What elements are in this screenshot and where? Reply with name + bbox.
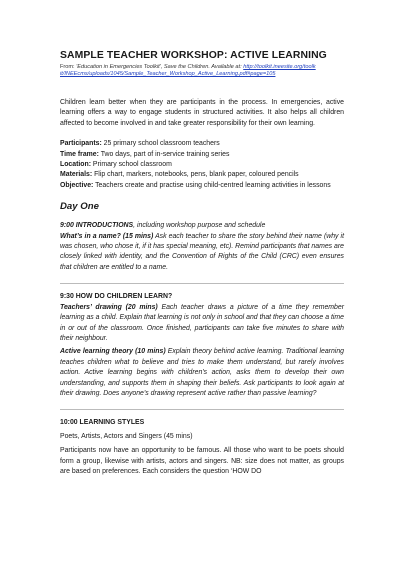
activity-text: Each teacher draws a picture of a time they remember learning as a child. Explain that learning is not only in school and that they can choose a time in or out of the classroom. Once finished, participants can take five minutes to share with their neighbour. (60, 303, 344, 342)
session-heading (60, 221, 344, 231)
fact-objective (60, 181, 344, 191)
section-divider (60, 283, 344, 284)
source-link-part2[interactable]: it/INEEcms/uploads/1045/Sample_Teacher_Workshop_Active_Learning.pdf#page=105 (60, 71, 276, 77)
activity-text: Ask each teacher to share the story behind their name (why it was chosen, who chose it, if it has special meaning, etc). Remind participants that names are closely linked with identity, and the Convention of Rights of the Child (CRC) even ensures that children are entitled to a name. (60, 232, 344, 271)
workshop-facts (60, 139, 344, 191)
fact-label: Location: (60, 161, 92, 169)
fact-value: Flip chart, markers, notebooks, pens, blank paper, coloured pencils (92, 171, 299, 179)
day-heading: Day One (60, 201, 99, 213)
session-subtitle: , including workshop purpose and schedule (133, 222, 266, 230)
intro-paragraph: Children learn better when they are participants in the process. In emergencies, active learning offers a way to engage students in structured activities. It also helps all children affected to become involved in and take greater responsibility for their own learning. (60, 99, 344, 127)
activity-paragraph (60, 232, 344, 274)
session-time-title: 10:00 LEARNING STYLES (60, 419, 145, 427)
session-how-children-learn (60, 292, 344, 399)
session-heading (60, 292, 344, 302)
fact-value: Two days, part of in-service training series (98, 150, 230, 158)
from-label: From: (60, 64, 77, 70)
activity-title: Active learning theory (10 mins) (60, 348, 166, 356)
activity-text: Explain theory behind active learning. Traditional learning teaches children what to believe and tries to make them understand, but rarely involves action. Active learning begins with children’s action, asks them to develop their own understanding, and supports them in shaping their beliefs. Ask participants to look again at their drawing. Does anyone’s drawing represent active rather than passive learning? (60, 348, 344, 397)
document-title: SAMPLE TEACHER WORKSHOP: ACTIVE LEARNING (60, 50, 327, 61)
fact-location (60, 160, 344, 170)
session-time-title: 9:00 INTRODUCTIONS (60, 222, 134, 230)
fact-label: Objective: (60, 181, 94, 189)
fact-value: Primary school classroom (91, 161, 172, 169)
fact-label: Materials: (60, 171, 93, 179)
source-link-part1[interactable]: http://toolkit.ineesite.org/toolk (243, 64, 316, 70)
fact-materials (60, 170, 344, 180)
fact-value: 25 primary school classroom teachers (101, 140, 220, 148)
session-introductions (60, 221, 344, 273)
activity-title: What’s in a name? (15 mins) (60, 232, 154, 240)
activity-paragraph (60, 303, 344, 345)
session-time-title: 9:30 HOW DO CHILDREN LEARN? (60, 293, 173, 301)
session-heading (60, 418, 344, 428)
fact-value: Teachers create and practise using child-centred learning activities in lessons (93, 181, 331, 189)
source-text: 'Education in Emergencies Toolkit', Save the Children. Available at: (76, 64, 244, 70)
activity-paragraph: Participants now have an opportunity to be famous. All those who want to be poets should form a group, likewise with artists, actors and singers. NB: size does not matter, as groups are based on preferences. Each considers the question ‘HOW DO (60, 447, 344, 475)
activity-title: Teachers’ drawing (20 mins) (60, 303, 158, 311)
session-learning-styles (60, 418, 344, 477)
source-citation (60, 64, 344, 78)
fact-time-frame (60, 150, 344, 160)
activity-subheading: Poets, Artists, Actors and Singers (45 mins) (60, 432, 193, 440)
activity-paragraph (60, 347, 344, 399)
fact-label: Participants: (60, 140, 102, 148)
section-divider (60, 409, 344, 410)
fact-label: Time frame: (60, 150, 99, 158)
fact-participants (60, 139, 344, 149)
